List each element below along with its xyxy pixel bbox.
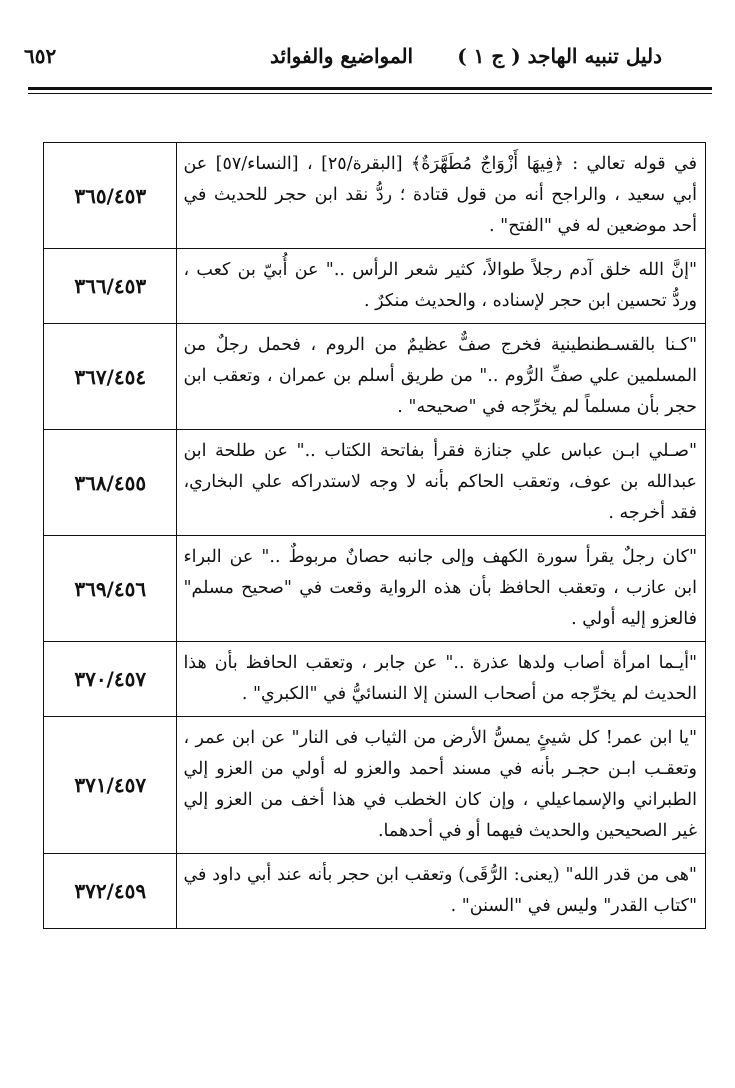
entries-table <box>43 142 706 929</box>
section-title: المواضيع والفوائد <box>270 44 414 68</box>
page-header <box>20 40 710 76</box>
entry-text: "كـنا بالقسـطنطينية فخرج صفٌّ عظيمٌ من الروم ، فحمل رجلٌ من المسلمين علي صفِّ الرُّوم .." من طريق أسلم بن عمران ، وتعقب ابن حجر بأن مسلماً لم يخرِّجه في "صحيحه" . <box>177 324 706 430</box>
entry-reference: ٣٦٨/٤٥٥ <box>44 430 177 536</box>
table-row <box>44 430 706 536</box>
header-rule-thin <box>28 93 712 94</box>
page-number: ٦٥٢ <box>24 44 57 68</box>
entry-reference: ٣٦٧/٤٥٤ <box>44 324 177 430</box>
table-row <box>44 143 706 249</box>
entry-text: "يا ابن عمر! كل شيئٍ يمسُّ الأرض من الثياب فى النار" عن ابن عمر ، وتعقـب ابـن حجـر بأنه في مسند أحمد والعزو له أولي من العزو إلي الطبراني والإسماعيلي ، وإن كان الخطب في هذا أخف من العزو إلي غير الصحيحين والحديث فيهما أو في أحدهما. <box>177 717 706 854</box>
table-row <box>44 854 706 929</box>
table-row <box>44 642 706 717</box>
header-rule-thick <box>28 87 712 90</box>
entry-reference: ٣٦٩/٤٥٦ <box>44 536 177 642</box>
entry-reference: ٣٦٥/٤٥٣ <box>44 143 177 249</box>
entry-text: "إنَّ الله خلق آدم رجلاً طوالاً، كثير شعر الرأس .." عن أُبيّ بن كعب ، وردُّ تحسين ابن حجر لإسناده ، والحديث منكرٌ . <box>177 249 706 324</box>
entry-reference: ٣٧١/٤٥٧ <box>44 717 177 854</box>
entry-reference: ٣٦٦/٤٥٣ <box>44 249 177 324</box>
table-row <box>44 717 706 854</box>
entry-text: "صـلي ابـن عباس علي جنازة فقرأ بفاتحة الكتاب .." عن طلحة ابن عبدالله بن عوف، وتعقب الحاكم بأنه لا وجه لاستدراكه علي البخاري، فقد أخرجه . <box>177 430 706 536</box>
entry-text: "هى من قدر الله" (يعنى: الرُّقَى) وتعقب ابن حجر بأنه عند أبي داود في "كتاب القدر" وليس في "السنن" . <box>177 854 706 929</box>
table-row <box>44 324 706 430</box>
entry-reference: ٣٧٢/٤٥٩ <box>44 854 177 929</box>
entry-text: "كان رجلٌ يقرأ سورة الكهف وإلى جانبه حصانٌ مربوطٌ .." عن البراء ابن عازب ، وتعقب الحافظ بأن هذه الرواية وقعت في "صحيح مسلم" فالعزو إليه أولي . <box>177 536 706 642</box>
entry-reference: ٣٧٠/٤٥٧ <box>44 642 177 717</box>
book-title: دليل تنبيه الهاجد ( ج ١ ) <box>457 44 662 68</box>
table-row <box>44 249 706 324</box>
entry-text: في قوله تعالي : ﴿فِيهَا أَزْوَاجٌ مُطَهَّرَةٌ﴾ [البقرة/٢٥] ، [النساء/٥٧] عن أبي سعيد ، والراجح أنه من قول قتادة ؛ ردُّ نقد ابن حجر للحديث في أحد موضعين له في "الفتح" . <box>177 143 706 249</box>
entry-text: "أيـما امرأة أصاب ولدها عذرة .." عن جابر ، وتعقب الحافظ بأن هذا الحديث لم يخرِّجه من أصحاب السنن إلا النسائيُّ في "الكبري" . <box>177 642 706 717</box>
table-row <box>44 536 706 642</box>
